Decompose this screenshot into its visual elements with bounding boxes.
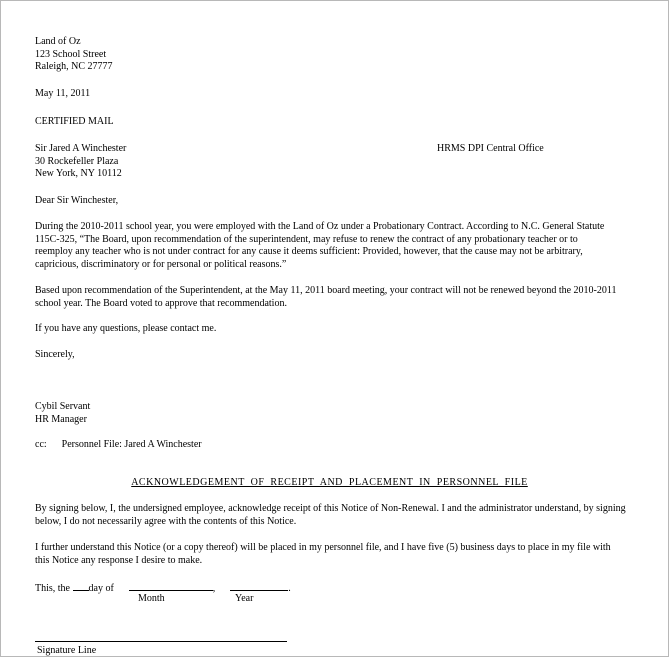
recipient-address: [35, 143, 635, 181]
salutation: [35, 195, 635, 208]
acknowledgement-paragraph-1: [35, 503, 629, 528]
body-p1-text: During the 2010-2011 school year, you were employed with the Land of Oz under a Probationary Contract. According to N.C. General Statute 115C-325, “The Board, upon recommendation of the superintendent, may refuse to renew the contract of any probationary teacher or to reemploy any teacher who is not under contract for any cause it deems sufficient: Provided, however, that the cause may not be arbitrary, capricious, discriminatory or for personal or political reasons.”: [35, 221, 605, 270]
closing-text: Sincerely,: [35, 349, 75, 360]
delivery-method: [35, 116, 635, 129]
body-paragraph-2: [35, 285, 617, 310]
ack-p1-text: By signing below, I, the undersigned employee, acknowledge receipt of this Notice of Non-Renewal. I and the administrator understand, by signing below, I do not necessarily agree with the contents of this Notice.: [35, 503, 626, 527]
sender-city: Raleigh, NC 27777: [35, 61, 113, 72]
year-blank[interactable]: [230, 581, 288, 591]
recipient-street: 30 Rockefeller Plaza: [35, 155, 119, 167]
body-paragraph-3: [35, 323, 635, 336]
cc-text: Personnel File: Jared A Winchester: [61, 439, 202, 450]
sender-address: [35, 36, 635, 74]
salutation-text: Dear Sir Winchester,: [35, 195, 119, 206]
signature-line[interactable]: [35, 641, 287, 642]
closing: [35, 349, 635, 362]
month-label: Month: [138, 593, 165, 604]
signer-title: HR Manager: [35, 413, 87, 425]
ack-p2-text: I further understand this Notice (or a copy thereof) will be placed in my personnel file, and I have five (5) business days to place in my file with this Notice any response I desire to make.: [35, 542, 611, 566]
signer-block: [35, 401, 635, 426]
signature-label: Signature Line: [37, 645, 97, 656]
body-paragraph-1: [35, 221, 617, 271]
date-text: May 11, 2011: [35, 88, 91, 99]
year-label: Year: [235, 593, 254, 604]
body-p2-text: Based upon recommendation of the Superintendent, at the May 11, 2011 board meeting, your contract will not be renewed beyond the 2010-2011 school year. The Board voted to approve that recommendation.: [35, 285, 617, 309]
letter-date: [35, 88, 635, 101]
cc-line: [35, 439, 635, 452]
acknowledgement-paragraph-2: [35, 542, 625, 567]
recipient-city: New York, NY 10112: [35, 168, 122, 179]
acknowledgement-title: ACKNOWLEDGEMENT OF RECEIPT AND PLACEMENT IN PERSONNEL FILE: [131, 477, 528, 488]
cc-prefix: cc:: [35, 439, 47, 450]
day-of-label: day of: [88, 583, 114, 594]
comma-mark: ,: [212, 583, 216, 594]
office-name: HRMS DPI Central Office: [437, 143, 544, 154]
recipient-name: Sir Jared A Winchester: [35, 143, 127, 154]
sender-street: 123 School Street: [35, 48, 107, 60]
signer-name: Cybil Servant: [35, 401, 91, 412]
delivery-text: CERTIFIED MAIL: [35, 116, 114, 127]
this-the-label: This, the: [35, 583, 70, 594]
body-p3-text: If you have any questions, please contact me.: [35, 323, 217, 334]
sender-name: Land of Oz: [35, 36, 81, 47]
day-blank[interactable]: [73, 581, 89, 591]
period-mark: .: [288, 583, 291, 594]
month-blank[interactable]: [129, 581, 213, 591]
